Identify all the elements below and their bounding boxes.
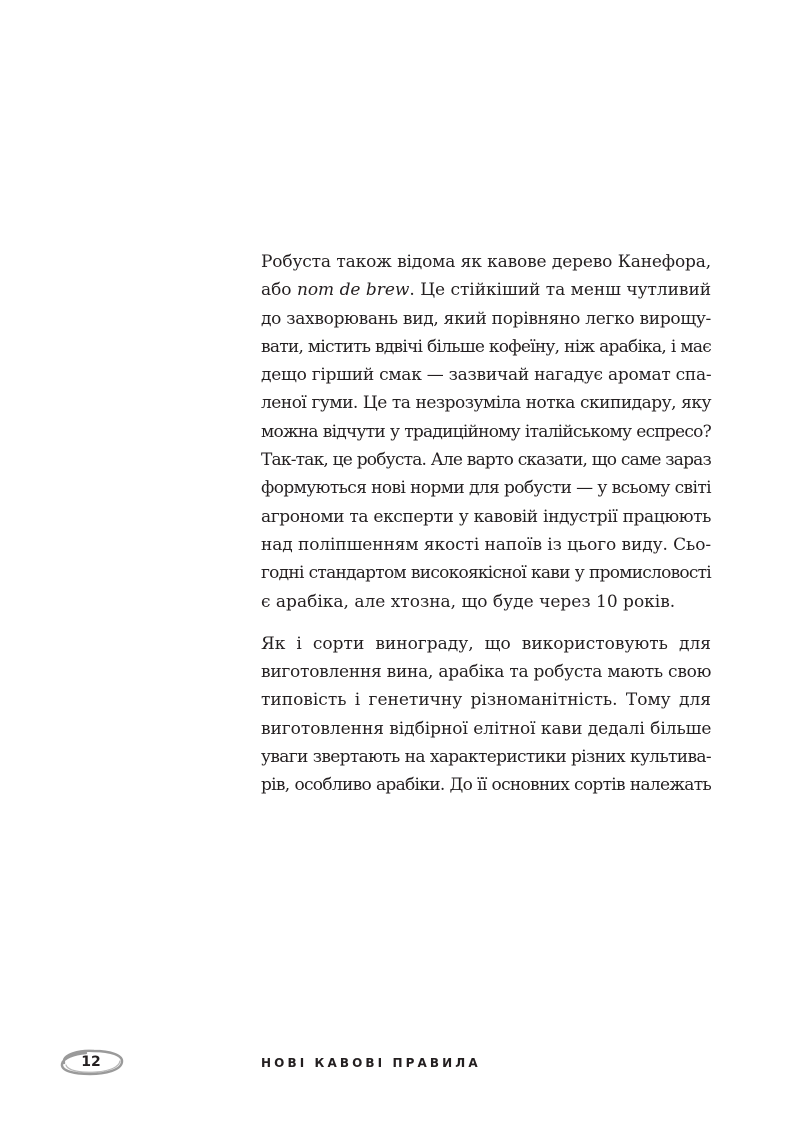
- text-line: уваги звертають на характеристики різних культива-: [261, 747, 711, 768]
- text-line: вати, містить вдвічі більше кофеїну, ніж арабіка, і має: [261, 336, 711, 357]
- page-footer: [0, 1036, 800, 1090]
- paragraph-1: [261, 248, 711, 616]
- page-number: 12: [81, 1054, 101, 1070]
- text-line: дещо гірший смак — зазвичай нагадує аромат спа-: [261, 365, 712, 386]
- paragraph-2: [261, 630, 711, 800]
- text-line: є арабіка, але хтозна, що буде через 10 років.: [261, 591, 676, 612]
- text-line: або nom de brew. Це стійкіший та менш чутливий: [261, 280, 712, 301]
- italic-phrase: nom de brew: [296, 280, 410, 301]
- text-line: агрономи та експерти у кавовій індустрії працюють: [261, 506, 711, 527]
- text-line: формуються нові норми для робусти — у всьому світі: [261, 478, 711, 499]
- body-text: [261, 248, 711, 800]
- text-line: виготовлення вина, арабіка та робуста мають свою: [261, 662, 712, 683]
- text-line: над поліпшенням якості напоїв із цього виду. Сьо-: [261, 534, 711, 555]
- running-head: НОВІ КАВОВІ ПРАВИЛА: [261, 1056, 481, 1070]
- text-line: виготовлення відбірної елітної кави дедалі більше: [261, 718, 712, 739]
- text-line: Робуста також відома як кавове дерево Канефора,: [261, 252, 711, 272]
- text-line: Як і сорти винограду, що використовують для: [261, 633, 711, 654]
- text-line: рів, особливо арабіки. До її основних сортів належать: [261, 775, 711, 796]
- text-line: типовість і генетичну різноманітність. Тому для: [261, 690, 711, 711]
- text-line: до захворювань вид, який порівняно легко вирощу-: [261, 308, 711, 329]
- page-number-badge: [56, 1045, 126, 1079]
- text-line: леної гуми. Це та незрозуміла нотка скипидару, яку: [261, 393, 711, 414]
- text-line: Так-так, це робуста. Але варто сказати, що саме зараз: [261, 450, 711, 471]
- text-line: можна відчути у традиційному італійському еспресо?: [261, 421, 711, 442]
- text-line: годні стандартом високоякісної кави у промисловості: [261, 563, 711, 584]
